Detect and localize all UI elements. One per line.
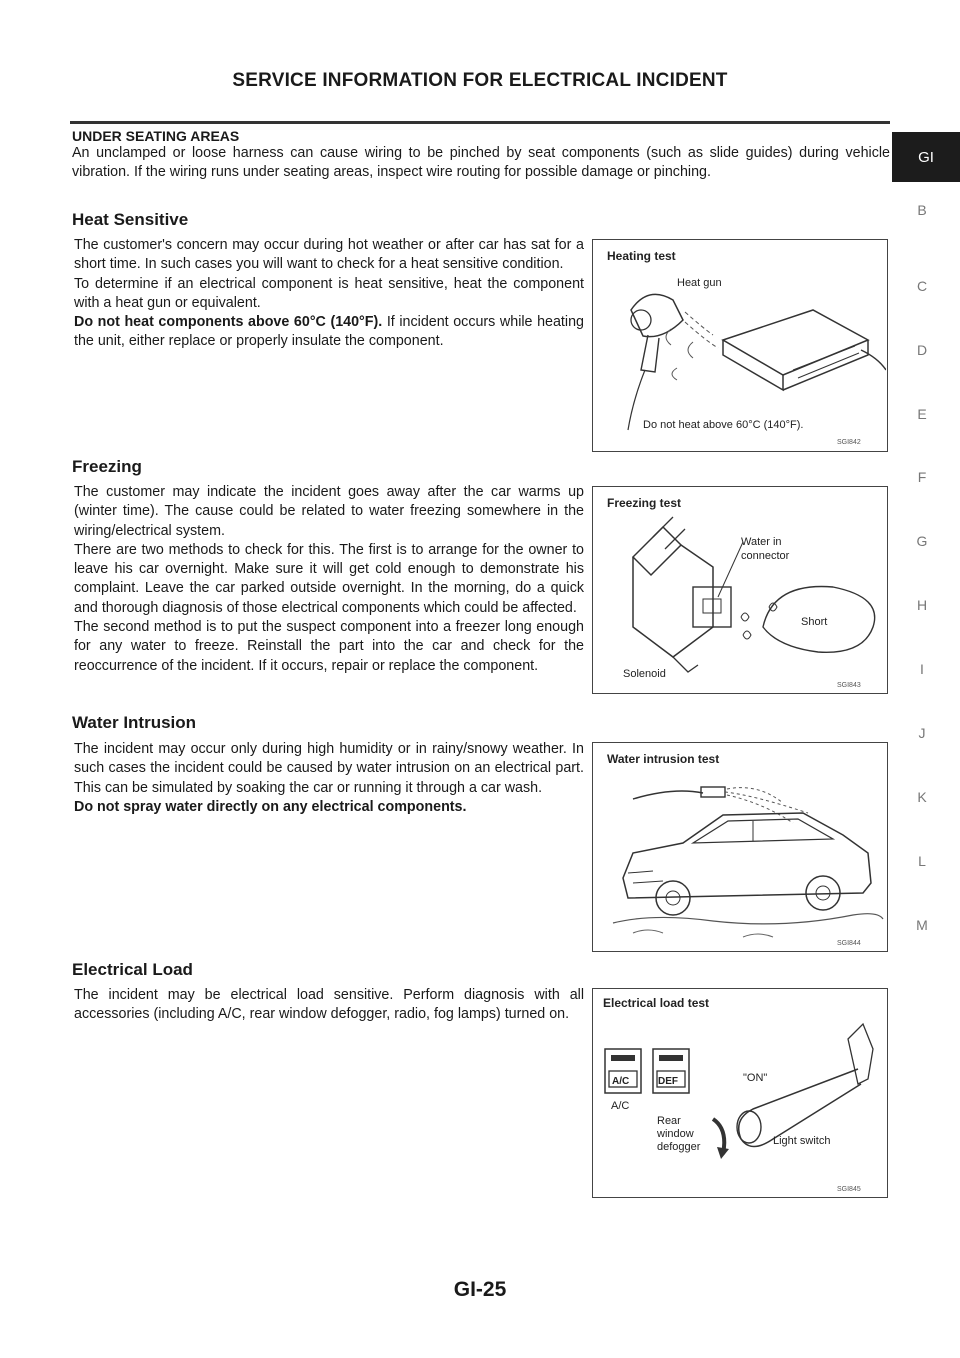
figure-code: SGI844 [837, 940, 861, 947]
heat-paragraph-2: To determine if an electrical component is heat sensitive, heat the component with a heat gun or equivalent. [74, 275, 584, 311]
light-switch-label: Light switch [773, 1135, 831, 1147]
freezing-paragraph-1: The customer may indicate the incident goes away after the car warms up (winter time). The cause could be related to water freezing somewhere in the wiring/electrical system. [74, 484, 584, 539]
rear-caption-line1: Rear [657, 1115, 681, 1127]
electrical-load-title: Electrical Load [72, 960, 193, 979]
ac-button-label: A/C [612, 1076, 630, 1087]
figure-code: SGI842 [837, 439, 861, 446]
rear-caption-line3: defogger [657, 1141, 701, 1153]
water-paragraph-1: The incident may occur only during high humidity or in rainy/snowy weather. In such cases the incident could be caused by water intrusion on an electrical part. This can be simulated by soaking the car or running it through a car wash. [74, 741, 584, 796]
side-index-letter[interactable]: I [920, 661, 924, 677]
heat-limit-note: Do not heat above 60°C (140°F). [643, 419, 804, 431]
page-title: SERVICE INFORMATION FOR ELECTRICAL INCIDENT [232, 70, 728, 91]
side-index-letter[interactable]: B [917, 202, 927, 218]
heat-paragraph-3-rest: If incident occurs while heating the unit, either replace or properly insulate the component. [74, 314, 584, 350]
freezing-paragraph-2: There are two methods to check for this. The first is to arrange for the owner to leave his car overnight. Make sure it will get cold enough to demonstrate his complaint. Leave the car parked outside overnight. In the morning, do a quick and thorough diagnosis of those electrical components which could be affected. [74, 541, 584, 616]
side-index-letter[interactable]: M [916, 917, 928, 933]
freezing-paragraph-3: The second method is to put the suspect component into a freezer long enough for any water to freeze. Reinstall the part into the car and check for the reoccurrence of the incident. If it occurs, repair or replace the component. [74, 619, 584, 674]
side-index-letter[interactable]: H [916, 597, 928, 613]
figure-label: Heating test [607, 249, 676, 263]
side-tab-active[interactable]: GI [892, 132, 960, 182]
freezing-title: Freezing [72, 457, 142, 476]
water-intrusion-text [74, 740, 584, 817]
water-callout-line1: Water in [741, 536, 782, 548]
heat-gun-callout: Heat gun [677, 277, 722, 289]
under-seating-heading: UNDER SEATING AREAS [72, 128, 240, 144]
page-number: GI-25 [453, 1278, 507, 1301]
heat-sensitive-title: Heat Sensitive [72, 210, 189, 229]
side-index-letter[interactable]: J [918, 725, 926, 741]
electrical-load-text [74, 986, 584, 1025]
heating-test-figure [592, 239, 888, 452]
side-index-letter[interactable]: K [917, 789, 927, 805]
ac-caption: A/C [611, 1100, 630, 1112]
under-seating-section [72, 128, 890, 182]
freezing-text [74, 483, 584, 676]
water-intrusion-illustration [593, 743, 886, 950]
header-divider [70, 121, 890, 124]
def-button-label: DEF [658, 1076, 678, 1087]
water-intrusion-title: Water Intrusion [72, 713, 197, 732]
water-callout-line2: connector [741, 550, 790, 562]
short-label: Short [801, 616, 828, 628]
figure-code: SGI845 [837, 1186, 861, 1193]
figure-label: Electrical load test [603, 996, 710, 1010]
water-warning: Do not spray water directly on any electrical components. [74, 798, 467, 815]
figure-label: Water intrusion test [607, 752, 720, 766]
heat-paragraph-1: The customer's concern may occur during hot weather or after car has sat for a short time. In such cases you will want to check for a heat sensitive condition. [74, 237, 584, 273]
on-label: "ON" [743, 1072, 768, 1084]
figure-code: SGI843 [837, 682, 861, 689]
heat-sensitive-text [74, 236, 584, 352]
heat-paragraph-3 [74, 313, 584, 352]
under-seating-text: An unclamped or loose harness can cause wiring to be pinched by seat components (such as slide guides) during vehicle vibration. If the wiring runs under seating areas, inspect wire routing for possible damage or pinching. [72, 145, 890, 180]
side-index-letter[interactable]: E [917, 406, 927, 422]
heat-warning: Do not heat components above 60°C (140°F). [74, 314, 383, 331]
side-index-letter[interactable]: C [916, 278, 928, 294]
figure-label: Freezing test [607, 496, 682, 510]
water-intrusion-figure [592, 742, 888, 952]
rear-caption-line2: window [657, 1128, 694, 1140]
side-index-letter[interactable]: L [918, 853, 926, 869]
side-index-letter[interactable]: G [916, 533, 928, 549]
electrical-load-figure [592, 988, 888, 1198]
freezing-test-illustration [593, 487, 886, 692]
side-index-letter[interactable]: D [916, 342, 928, 358]
load-paragraph-1: The incident may be electrical load sensitive. Perform diagnosis with all accessories (including A/C, rear window defogger, radio, fog lamps) turned on. [74, 987, 584, 1023]
freezing-test-figure [592, 486, 888, 694]
electrical-load-illustration [593, 989, 886, 1196]
heating-test-illustration [593, 240, 886, 450]
solenoid-label: Solenoid [623, 668, 666, 680]
side-index-letter[interactable]: F [917, 469, 927, 485]
